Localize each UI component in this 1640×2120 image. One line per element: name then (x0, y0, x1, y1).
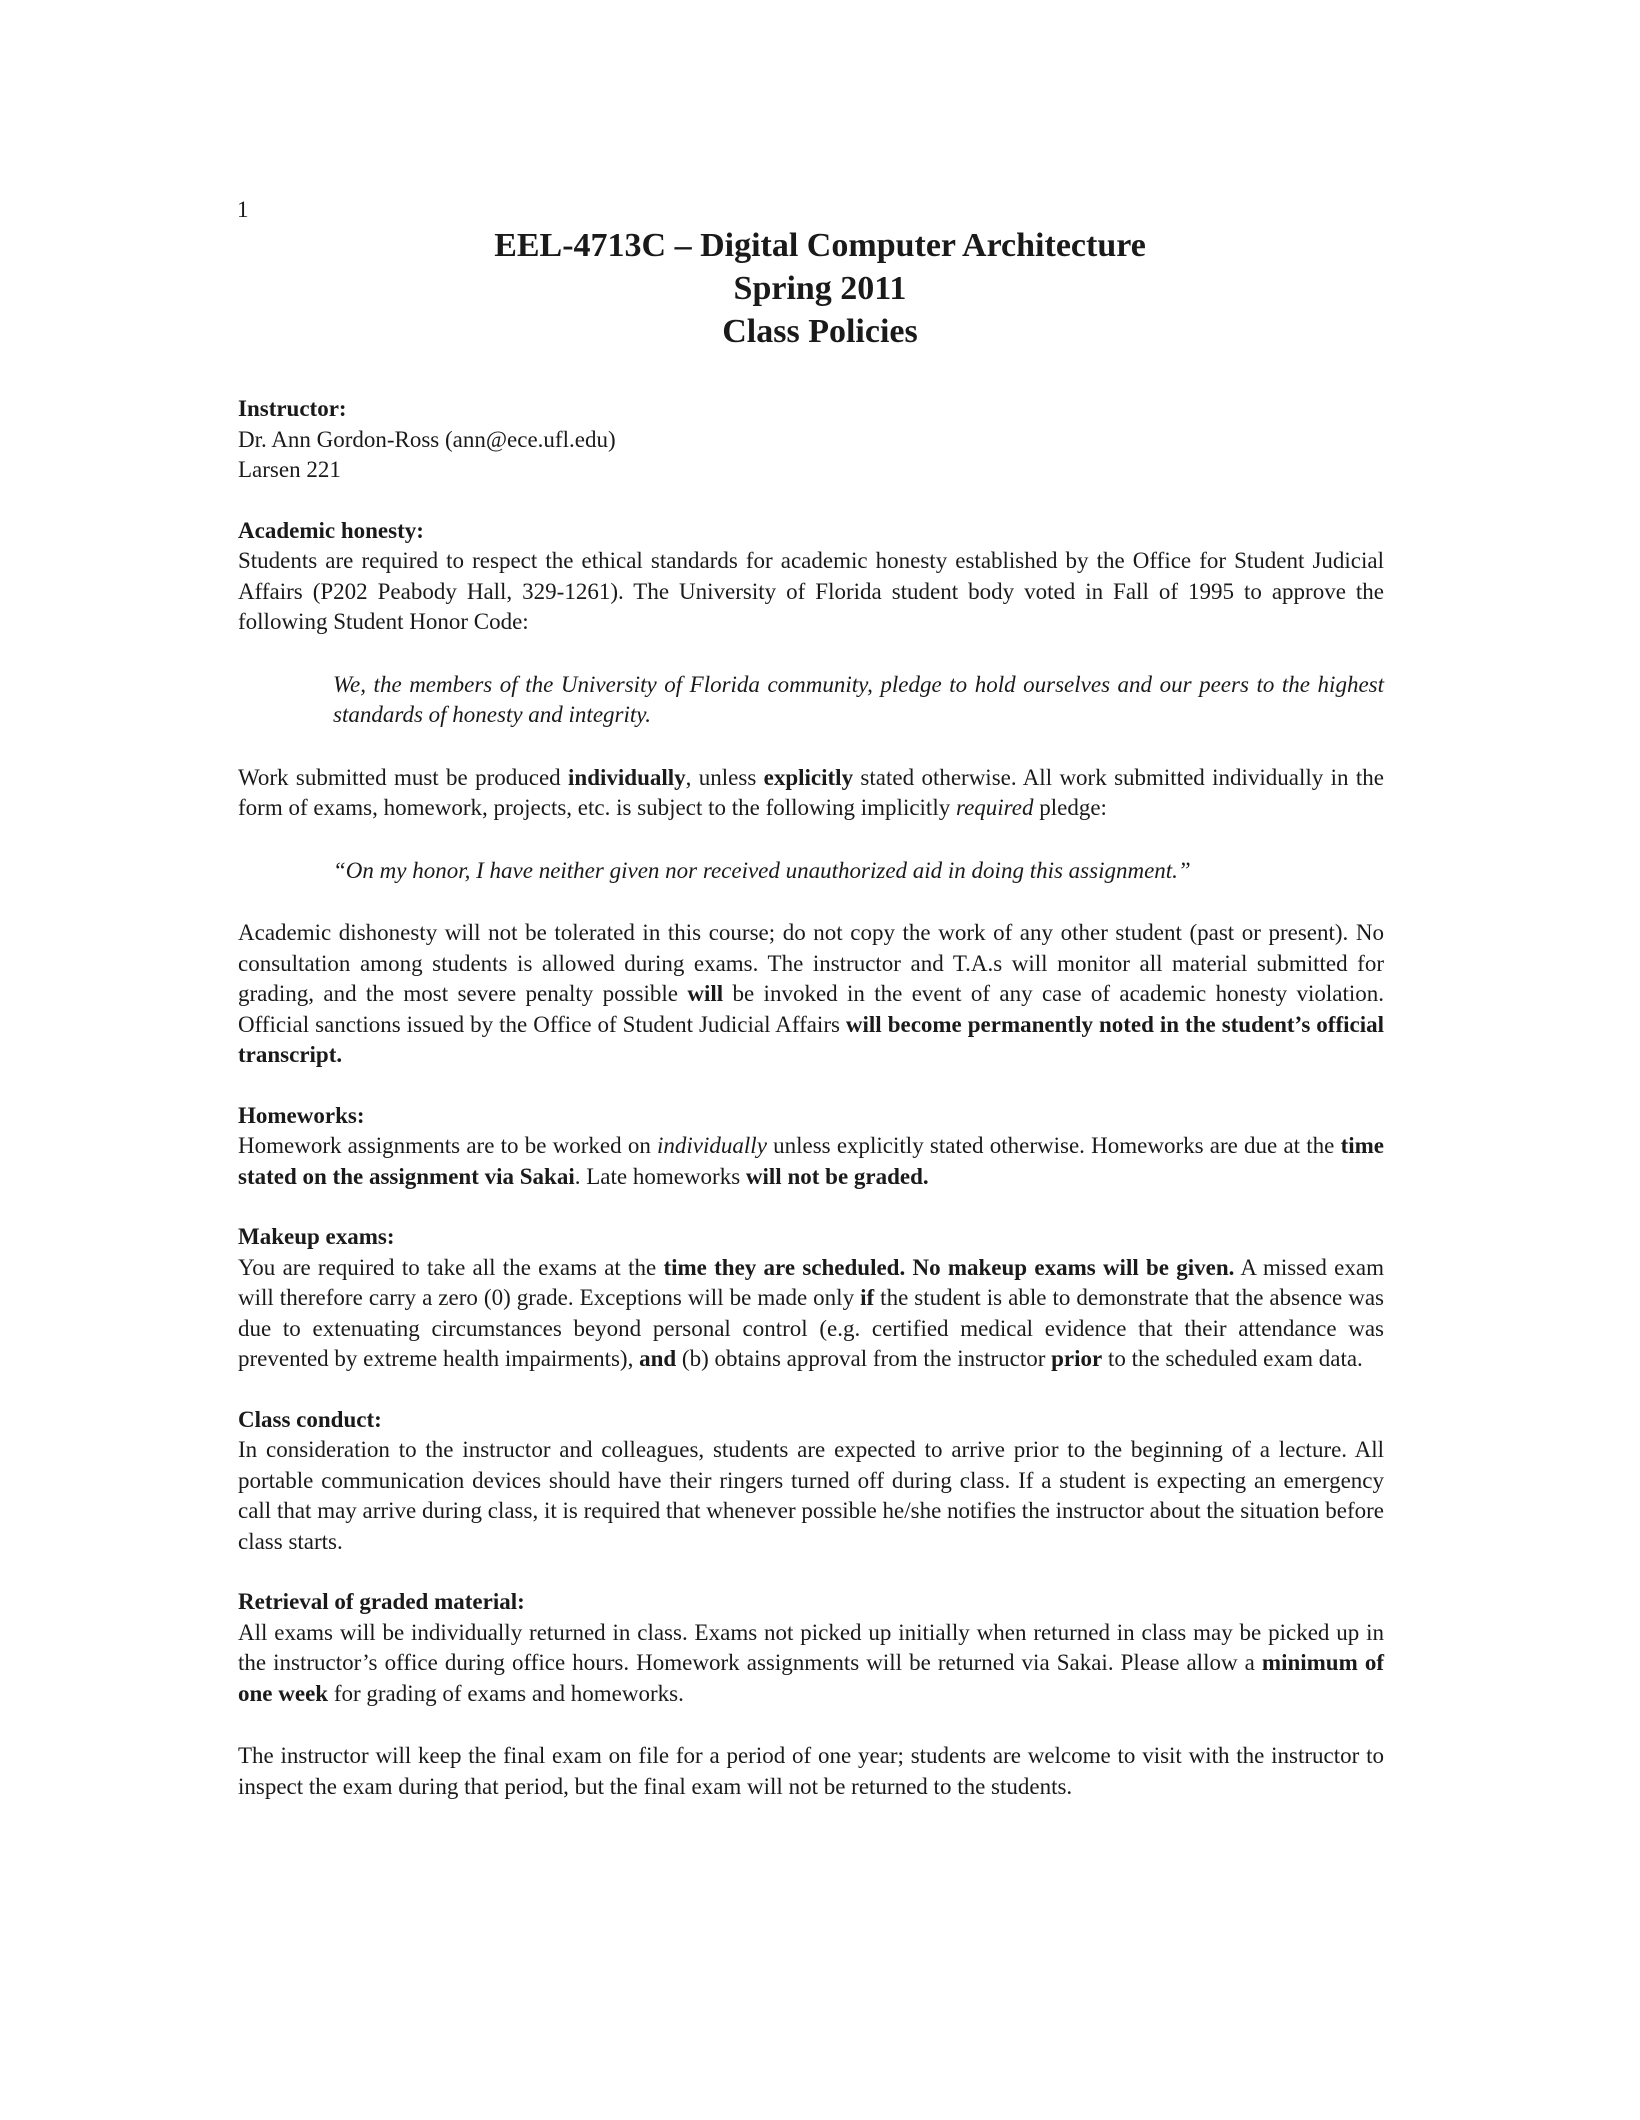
instructor-section (238, 394, 1384, 486)
homeworks-section (238, 1101, 1384, 1193)
instructor-heading: Instructor: (238, 396, 347, 421)
dishonesty-paragraph (238, 918, 1384, 1071)
retrieval-heading: Retrieval of graded material: (238, 1589, 525, 1614)
class-conduct-section (238, 1405, 1384, 1558)
academic-honesty-section (238, 516, 1384, 1071)
makeup-text-1: You are required to take all the exams at the (238, 1254, 664, 1280)
document-body (238, 394, 1384, 1802)
work-text-1: Work submitted must be produced (238, 764, 569, 790)
makeup-text-2: A missed exam will therefore carry a zero (0) grade. Exceptions will be made only (238, 1254, 1384, 1310)
makeup-text-4: (b) obtains approval from the instructor (676, 1346, 1052, 1371)
class-conduct-paragraph: In consideration to the instructor and colleagues, students are expected to arrive prior to the beginning of a lecture. All portable communication devices should have their ringers turned off during class. If a student is expecting an emergency call that may arrive during class, it is required that whenever possible he/she notifies the instructor about the situation before class starts. (238, 1437, 1384, 1554)
retrieval-section (238, 1587, 1384, 1802)
work-bold-individually: individually (568, 764, 686, 790)
work-bold-explicitly: explicitly (763, 764, 854, 790)
retrieval-text-2: for grading of exams and homeworks. (328, 1680, 684, 1706)
honor-code-quote: We, the members of the University of Florida community, pledge to hold ourselves and our peers to the highest standards of honesty and integrity. (333, 671, 1384, 727)
dishonesty-text-2: be invoked in the event of any case of academic honesty violation. Official sanctions issued by the Office of Student Judicial Affairs (238, 981, 1384, 1037)
work-submitted-paragraph (238, 763, 1384, 824)
dishonesty-text-1: Academic dishonesty will not be tolerated in this course; do not copy the work of any other student (past or present). No consultation among students is allowed during exams. The instructor and T.A.s will monitor all material submitted for grading, and the most severe penalty possible (238, 920, 1384, 1006)
homeworks-bold-time: time stated on the assignment via Sakai (238, 1133, 1384, 1189)
makeup-exams-section (238, 1222, 1384, 1375)
makeup-bold-if: if (860, 1285, 875, 1310)
homeworks-bold-not-graded: will not be graded. (745, 1163, 929, 1189)
retrieval-bold-week: minimum of one week (238, 1650, 1384, 1706)
homeworks-italic-individually: individually (657, 1133, 767, 1158)
homeworks-text-3: . Late homeworks (574, 1163, 746, 1189)
document-title (0, 224, 1640, 353)
makeup-bold-scheduled: time they are scheduled. No makeup exams will be given. (663, 1254, 1235, 1280)
term-title: Spring 2011 (733, 270, 907, 307)
homeworks-text-1: Homework assignments are to be worked on (238, 1133, 658, 1158)
homeworks-paragraph (238, 1131, 1384, 1192)
makeup-bold-prior: prior (1051, 1346, 1103, 1371)
makeup-exams-paragraph (238, 1253, 1384, 1375)
retrieval-paragraph (238, 1618, 1384, 1710)
homeworks-heading: Homeworks: (238, 1102, 365, 1128)
course-title: EEL-4713C – Digital Computer Architecture (494, 227, 1146, 264)
work-italic-required: required (955, 795, 1034, 820)
academic-honesty-heading: Academic honesty: (238, 517, 424, 543)
retrieval-text-1: All exams will be individually returned in class. Exams not picked up initially when returned in class may be picked up in the instructor’s office during office hours. Homework assignments will be returned via Sakai. Please allow a (238, 1619, 1384, 1675)
class-conduct-heading: Class conduct: (238, 1406, 382, 1432)
final-exam-paragraph: The instructor will keep the final exam on file for a period of one year; students are welcome to visit with the instructor to inspect the exam during that period, but the final exam will not be returned to the students. (238, 1743, 1384, 1799)
page-number: 1 (237, 197, 249, 222)
policies-title: Class Policies (722, 313, 918, 350)
work-text-3: stated otherwise. All work submitted individually in the form of exams, homework, projects, etc. is subject to the following implicitly (238, 764, 1385, 820)
instructor-name: Dr. Ann Gordon-Ross (ann@ece.ufl.edu) (238, 426, 616, 452)
dishonesty-bold-transcript: will become permanently noted in the student’s official transcript. (238, 1011, 1384, 1067)
pledge-quote: “On my honor, I have neither given nor received unauthorized aid in doing this assignment.” (333, 857, 1191, 883)
makeup-bold-and: and (639, 1346, 677, 1371)
dishonesty-bold-will: will (687, 981, 724, 1006)
academic-honesty-intro: Students are required to respect the ethical standards for academic honesty established by the Office for Student Judicial Affairs (P202 Peabody Hall, 329-1261). The University of Florida student body voted in Fall of 1995 to approve the following Student Honor Code: (238, 548, 1384, 634)
work-text-2: , unless (685, 764, 764, 790)
makeup-exams-heading: Makeup exams: (238, 1224, 395, 1249)
work-text-4: pledge: (1033, 795, 1107, 820)
instructor-office: Larsen 221 (238, 457, 341, 482)
homeworks-text-2: unless explicitly stated otherwise. Homeworks are due at the (766, 1133, 1341, 1158)
makeup-text-3: the student is able to demonstrate that the absence was due to extenuating circumstances beyond personal control (e.g. certified medical evidence that their attendance was prevented by extreme health impairments), (238, 1285, 1384, 1371)
makeup-text-5: to the scheduled exam data. (1102, 1346, 1363, 1371)
